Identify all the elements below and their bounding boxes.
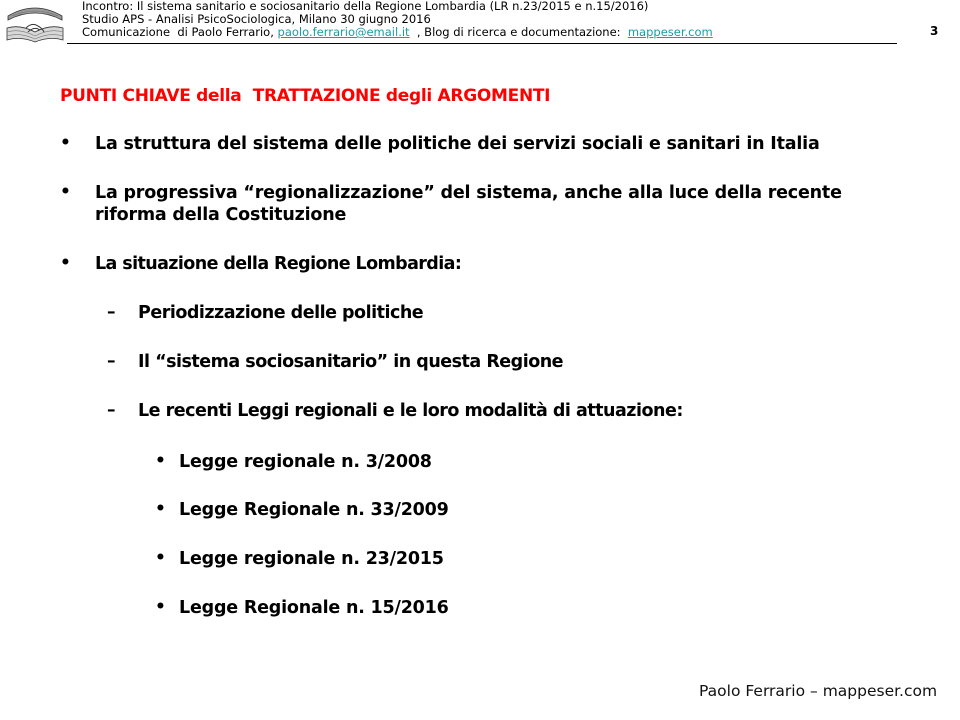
- list-item: La struttura del sistema delle politiche dei servizi sociali e sanitari in Italia: [95, 134, 820, 154]
- list-item-continuation: riforma della Costituzione: [95, 205, 347, 225]
- logo-icon: [4, 2, 66, 44]
- header-line-2: Studio APS - Analisi PsicoSociologica, Milano 30 giugno 2016: [82, 12, 431, 26]
- page-number: 3: [930, 24, 939, 38]
- header-line-3-prefix: Comunicazione di Paolo Ferrario,: [82, 25, 278, 39]
- bullet-icon: •: [155, 597, 166, 617]
- bullet-icon: •: [155, 548, 166, 568]
- list-item: La situazione della Regione Lombardia:: [95, 254, 462, 274]
- email-link[interactable]: paolo.ferrario@email.it: [277, 25, 410, 39]
- sub-list-item: Le recenti Leggi regionali e le loro modalità di attuazione:: [138, 401, 683, 421]
- header-line-3: [82, 26, 713, 39]
- law-item: Legge regionale n. 3/2008: [179, 452, 432, 472]
- bullet-icon: •: [60, 182, 71, 202]
- sub-list-item: Periodizzazione delle politiche: [138, 303, 424, 323]
- header: [82, 0, 713, 39]
- bullet-icon: •: [60, 253, 71, 273]
- dash-bullet-icon: –: [107, 302, 116, 322]
- sub-list-item: Il “sistema sociosanitario” in questa Regione: [138, 352, 564, 372]
- law-item: Legge regionale n. 23/2015: [179, 549, 444, 569]
- dash-bullet-icon: –: [107, 400, 116, 420]
- header-line-3-middle: , Blog di ricerca e documentazione:: [409, 25, 628, 39]
- blog-link[interactable]: mappeser.com: [627, 25, 713, 39]
- header-line-1: Incontro: Il sistema sanitario e sociosanitario della Regione Lombardia (LR n.23/2015 e n.15/2016): [82, 0, 649, 13]
- header-divider: [67, 43, 897, 44]
- bullet-icon: •: [155, 451, 166, 471]
- slide-title: PUNTI CHIAVE della TRATTAZIONE degli ARGOMENTI: [60, 86, 551, 106]
- law-item: Legge Regionale n. 33/2009: [179, 500, 449, 520]
- dash-bullet-icon: –: [107, 351, 116, 371]
- bullet-icon: •: [155, 499, 166, 519]
- bullet-icon: •: [60, 133, 71, 153]
- list-item: La progressiva “regionalizzazione” del sistema, anche alla luce della recente: [95, 183, 842, 203]
- law-item: Legge Regionale n. 15/2016: [179, 598, 449, 618]
- footer: Paolo Ferrario – mappeser.com: [699, 682, 938, 700]
